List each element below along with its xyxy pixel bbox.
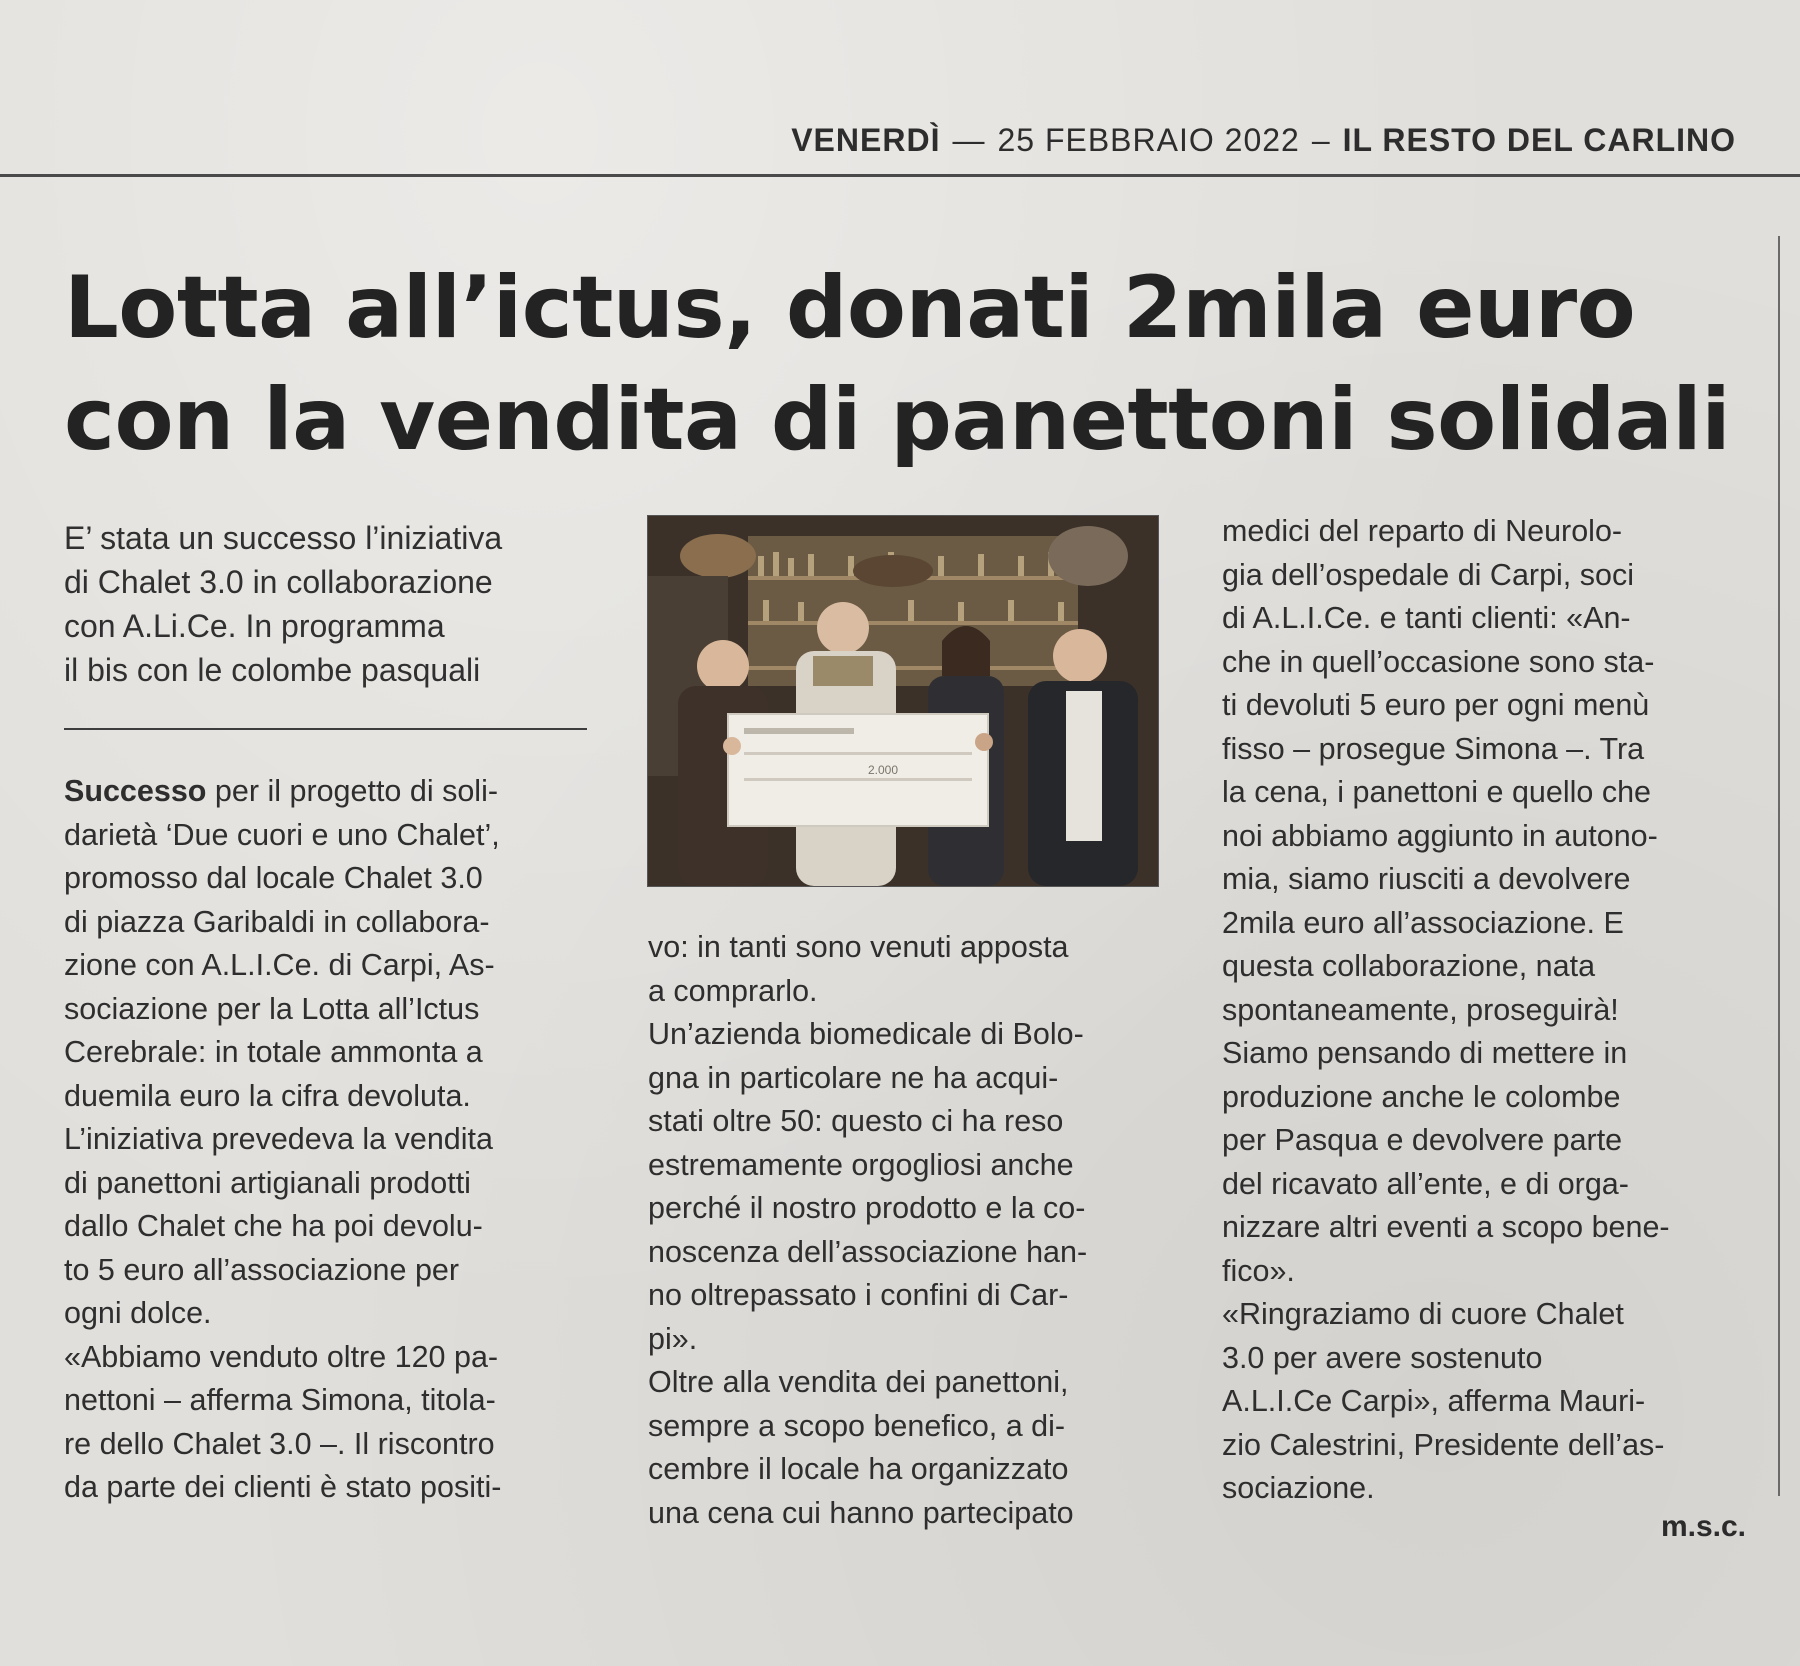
column-3-line: 3.0 per avere sostenuto xyxy=(1222,1340,1543,1375)
column-1-line: re dello Chalet 3.0 –. Il riscontro xyxy=(64,1426,495,1461)
subhead-divider xyxy=(64,728,587,730)
photo-illustration xyxy=(648,516,1158,886)
column-3-line: questa collaborazione, nata xyxy=(1222,949,1596,983)
column-2-line: Oltre alla vendita dei panettoni, xyxy=(648,1365,1069,1399)
column-3-line: fico». xyxy=(1222,1253,1295,1288)
masthead-newspaper-name: IL RESTO DEL CARLINO xyxy=(1342,122,1736,158)
headline-line-2: con la vendita di panettoni solidali xyxy=(64,370,1731,470)
column-3-line: noi abbiamo aggiunto in autono- xyxy=(1222,818,1658,853)
column-2-line: gna in particolare ne ha acqui- xyxy=(648,1060,1059,1095)
column-1-line: da parte dei clienti è stato positi- xyxy=(64,1470,502,1504)
column-1-line: dallo Chalet che ha poi devolu- xyxy=(64,1209,483,1243)
article-photo xyxy=(648,516,1158,886)
article-byline: m.s.c. xyxy=(1660,1510,1746,1543)
column-3-line: fisso – prosegue Simona –. Tra xyxy=(1222,731,1645,766)
column-2-line: estremamente orgogliosi anche xyxy=(648,1147,1074,1182)
column-3-line: produzione anche le colombe xyxy=(1222,1079,1621,1114)
column-2-line: Un’azienda biomedicale di Bolo- xyxy=(648,1017,1084,1051)
page-edge-rule xyxy=(1778,236,1780,1496)
check-amount: 2.000 xyxy=(868,763,899,777)
column-1-line: sociazione per la Lotta all’Ictus xyxy=(64,991,480,1026)
masthead xyxy=(791,122,1736,159)
column-1-line: darietà ‘Due cuori e uno Chalet’, xyxy=(64,817,500,852)
column-3-line: medici del reparto di Neurolo- xyxy=(1222,514,1623,548)
column-2-line: una cena cui hanno partecipato xyxy=(648,1495,1074,1530)
column-3-line: gia dell’ospedale di Carpi, soci xyxy=(1222,557,1634,592)
column-3-line: spontaneamente, proseguirà! xyxy=(1222,992,1619,1027)
subhead-line: con A.Li.Ce. In programma xyxy=(64,608,445,644)
column-1-line: to 5 euro all’associazione per xyxy=(64,1252,460,1287)
article-lead-word: Successo xyxy=(64,774,207,808)
column-2-line: noscenza dell’associazione han- xyxy=(648,1234,1088,1269)
column-3-line: sociazione. xyxy=(1222,1471,1375,1505)
column-1-line: per il progetto di soli- xyxy=(206,774,499,808)
article-subhead xyxy=(64,516,594,692)
column-3-line: del ricavato all’ente, e di orga- xyxy=(1222,1166,1629,1201)
column-2-line: perché il nostro prodotto e la co- xyxy=(648,1191,1086,1225)
column-1-line: «Abbiamo venduto oltre 120 pa- xyxy=(64,1339,499,1374)
column-2-line: pi». xyxy=(648,1321,698,1356)
column-2-line: a comprarlo. xyxy=(648,973,818,1008)
column-3-line: A.L.I.Ce Carpi», afferma Mauri- xyxy=(1222,1384,1646,1418)
column-1-line-1 xyxy=(64,770,587,814)
masthead-separator-2: – xyxy=(1311,122,1331,158)
subhead-line: il bis con le colombe pasquali xyxy=(64,652,481,688)
column-3-line: «Ringraziamo di cuore Chalet xyxy=(1222,1297,1624,1331)
column-1-line: zione con A.L.I.Ce. di Carpi, As- xyxy=(64,948,495,982)
column-3-line: zio Calestrini, Presidente dell’as- xyxy=(1222,1427,1665,1462)
article-headline xyxy=(64,252,1754,476)
column-1-line: di piazza Garibaldi in collabora- xyxy=(64,904,490,939)
article-column-1 xyxy=(64,770,587,1510)
subhead-line: E’ stata un successo l’iniziativa xyxy=(64,520,503,556)
masthead-date: 25 FEBBRAIO 2022 xyxy=(997,122,1300,158)
column-3-line: per Pasqua e devolvere parte xyxy=(1222,1123,1623,1157)
column-3-line: di A.L.I.Ce. e tanti clienti: «An- xyxy=(1222,601,1631,635)
column-3-line: la cena, i panettoni e quello che xyxy=(1222,775,1652,809)
masthead-separator: — xyxy=(952,122,986,158)
column-1-line: promosso dal locale Chalet 3.0 xyxy=(64,861,483,895)
column-3-line: che in quell’occasione sono sta- xyxy=(1222,644,1655,679)
column-2-line: sempre a scopo benefico, a di- xyxy=(648,1408,1066,1443)
column-2-line: stati oltre 50: questo ci ha reso xyxy=(648,1104,1064,1138)
column-3-line: ti devoluti 5 euro per ogni menù xyxy=(1222,688,1650,722)
headline-line-1: Lotta all’ictus, donati 2mila euro xyxy=(64,258,1636,358)
column-2-line: no oltrepassato i confini di Car- xyxy=(648,1278,1069,1312)
column-1-line: nettoni – afferma Simona, titola- xyxy=(64,1383,496,1417)
column-3-line: nizzare altri eventi a scopo bene- xyxy=(1222,1210,1670,1244)
column-2-line: vo: in tanti sono venuti apposta xyxy=(648,930,1069,964)
article-column-3 xyxy=(1222,510,1742,1511)
column-3-line: Siamo pensando di mettere in xyxy=(1222,1036,1628,1070)
masthead-rule xyxy=(0,174,1800,177)
column-1-line: ogni dolce. xyxy=(64,1296,212,1330)
column-1-line: di panettoni artigianali prodotti xyxy=(64,1165,471,1200)
masthead-day: VENERDÌ xyxy=(791,122,941,158)
column-2-line: cembre il locale ha organizzato xyxy=(648,1452,1069,1486)
column-1-line: Cerebrale: in totale ammonta a xyxy=(64,1035,483,1069)
column-3-line: 2mila euro all’associazione. E xyxy=(1222,905,1624,940)
column-1-line: duemila euro la cifra devoluta. xyxy=(64,1078,471,1113)
subhead-line: di Chalet 3.0 in collaborazione xyxy=(64,564,493,600)
column-3-line: mia, siamo riusciti a devolvere xyxy=(1222,862,1631,896)
column-1-line: L’iniziativa prevedeva la vendita xyxy=(64,1122,493,1156)
article-column-2 xyxy=(648,926,1160,1535)
